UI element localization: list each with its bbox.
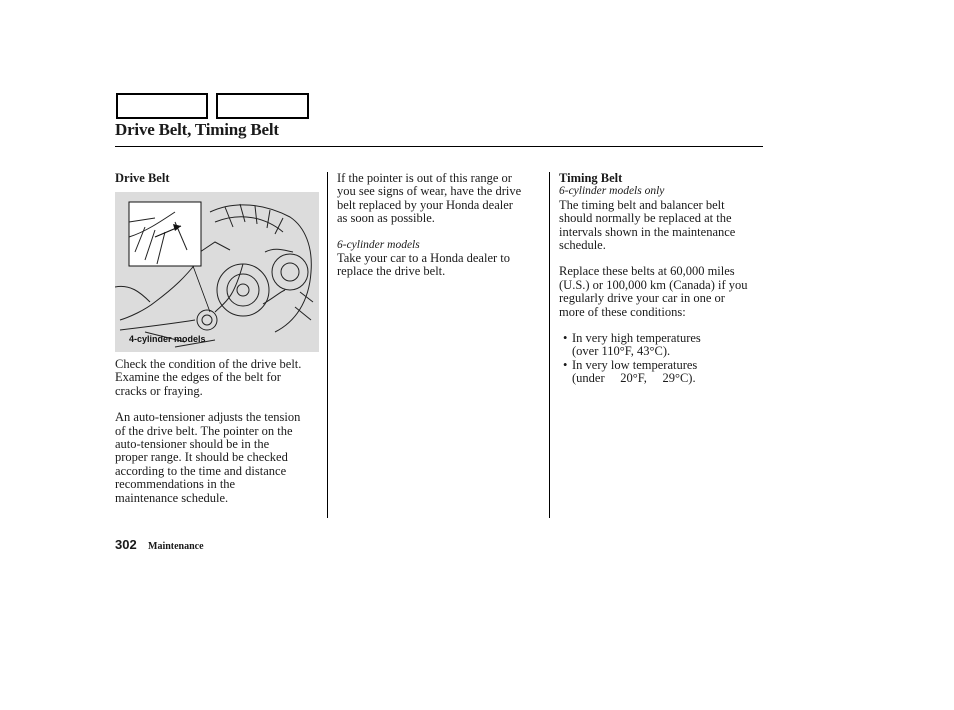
engine-drawing-icon bbox=[115, 192, 319, 352]
list-item bbox=[559, 332, 765, 359]
text-line: you see signs of wear, have the drive bbox=[337, 184, 522, 199]
text-line: more of these conditions: bbox=[559, 304, 686, 319]
text-line: intervals shown in the maintenance bbox=[559, 224, 736, 239]
text-line: cracks or fraying. bbox=[115, 383, 203, 398]
paragraph bbox=[559, 199, 765, 253]
text-line: Check the condition of the drive belt. bbox=[115, 357, 302, 371]
column-divider bbox=[327, 172, 328, 518]
list-item bbox=[559, 359, 765, 386]
text-line: Take your car to a Honda dealer to bbox=[337, 251, 511, 266]
text-line: regularly drive your car in one or bbox=[559, 291, 725, 306]
text-line: In very high temperatures bbox=[572, 331, 701, 346]
nav-tab-box-1[interactable] bbox=[116, 93, 208, 119]
page-title: Drive Belt, Timing Belt bbox=[115, 120, 279, 139]
text-line: auto-tensioner should be in the bbox=[115, 437, 270, 452]
text-line: as soon as possible. bbox=[337, 211, 435, 226]
subheading-6-cylinder-only: 6-cylinder models only bbox=[559, 185, 665, 198]
text-line: (U.S.) or 100,000 km (Canada) if you bbox=[559, 277, 748, 292]
section-heading-timing-belt: Timing Belt bbox=[559, 171, 623, 185]
bullet-icon: • bbox=[563, 331, 568, 346]
text-line: Replace these belts at 60,000 miles bbox=[559, 264, 735, 279]
text-line: If the pointer is out of this range or bbox=[337, 171, 512, 185]
text-line: The timing belt and balancer belt bbox=[559, 197, 725, 212]
paragraph bbox=[337, 252, 543, 279]
text-line: (under 20°F, 29°C). bbox=[572, 371, 696, 386]
section-heading-drive-belt: Drive Belt bbox=[115, 171, 170, 185]
paragraph bbox=[115, 411, 325, 505]
text-line: according to the time and distance bbox=[115, 463, 287, 478]
bullet-icon: • bbox=[563, 357, 568, 372]
column-timing-belt bbox=[559, 172, 765, 386]
text-line: In very low temperatures bbox=[572, 357, 698, 372]
nav-tab-box-2[interactable] bbox=[216, 93, 309, 119]
figure-caption: 4-cylinder models bbox=[129, 334, 206, 344]
text-line: recommendations in the bbox=[115, 477, 236, 492]
subheading-6-cylinder: 6-cylinder models bbox=[337, 238, 420, 251]
text-line: of the drive belt. The pointer on the bbox=[115, 423, 293, 438]
title-rule bbox=[115, 146, 763, 147]
text-line: Examine the edges of the belt for bbox=[115, 370, 281, 385]
paragraph bbox=[115, 358, 325, 398]
column-drive-belt-continued bbox=[337, 172, 543, 279]
paragraph bbox=[337, 172, 543, 226]
paragraph bbox=[559, 265, 765, 319]
text-line: An auto-tensioner adjusts the tension bbox=[115, 410, 301, 425]
page-number: 302 bbox=[115, 537, 137, 552]
text-line: should normally be replaced at the bbox=[559, 211, 732, 226]
column-drive-belt-text bbox=[115, 358, 325, 505]
text-line: maintenance schedule. bbox=[115, 490, 229, 505]
text-line: (over 110°F, 43°C). bbox=[572, 344, 671, 359]
column-drive-belt bbox=[115, 172, 321, 185]
text-line: belt replaced by your Honda dealer bbox=[337, 197, 513, 212]
section-name[interactable]: Maintenance bbox=[148, 541, 204, 552]
text-line: proper range. It should be checked bbox=[115, 450, 288, 465]
engine-illustration bbox=[115, 192, 319, 352]
text-line: schedule. bbox=[559, 238, 606, 253]
text-line: replace the drive belt. bbox=[337, 264, 446, 279]
column-divider bbox=[549, 172, 550, 518]
